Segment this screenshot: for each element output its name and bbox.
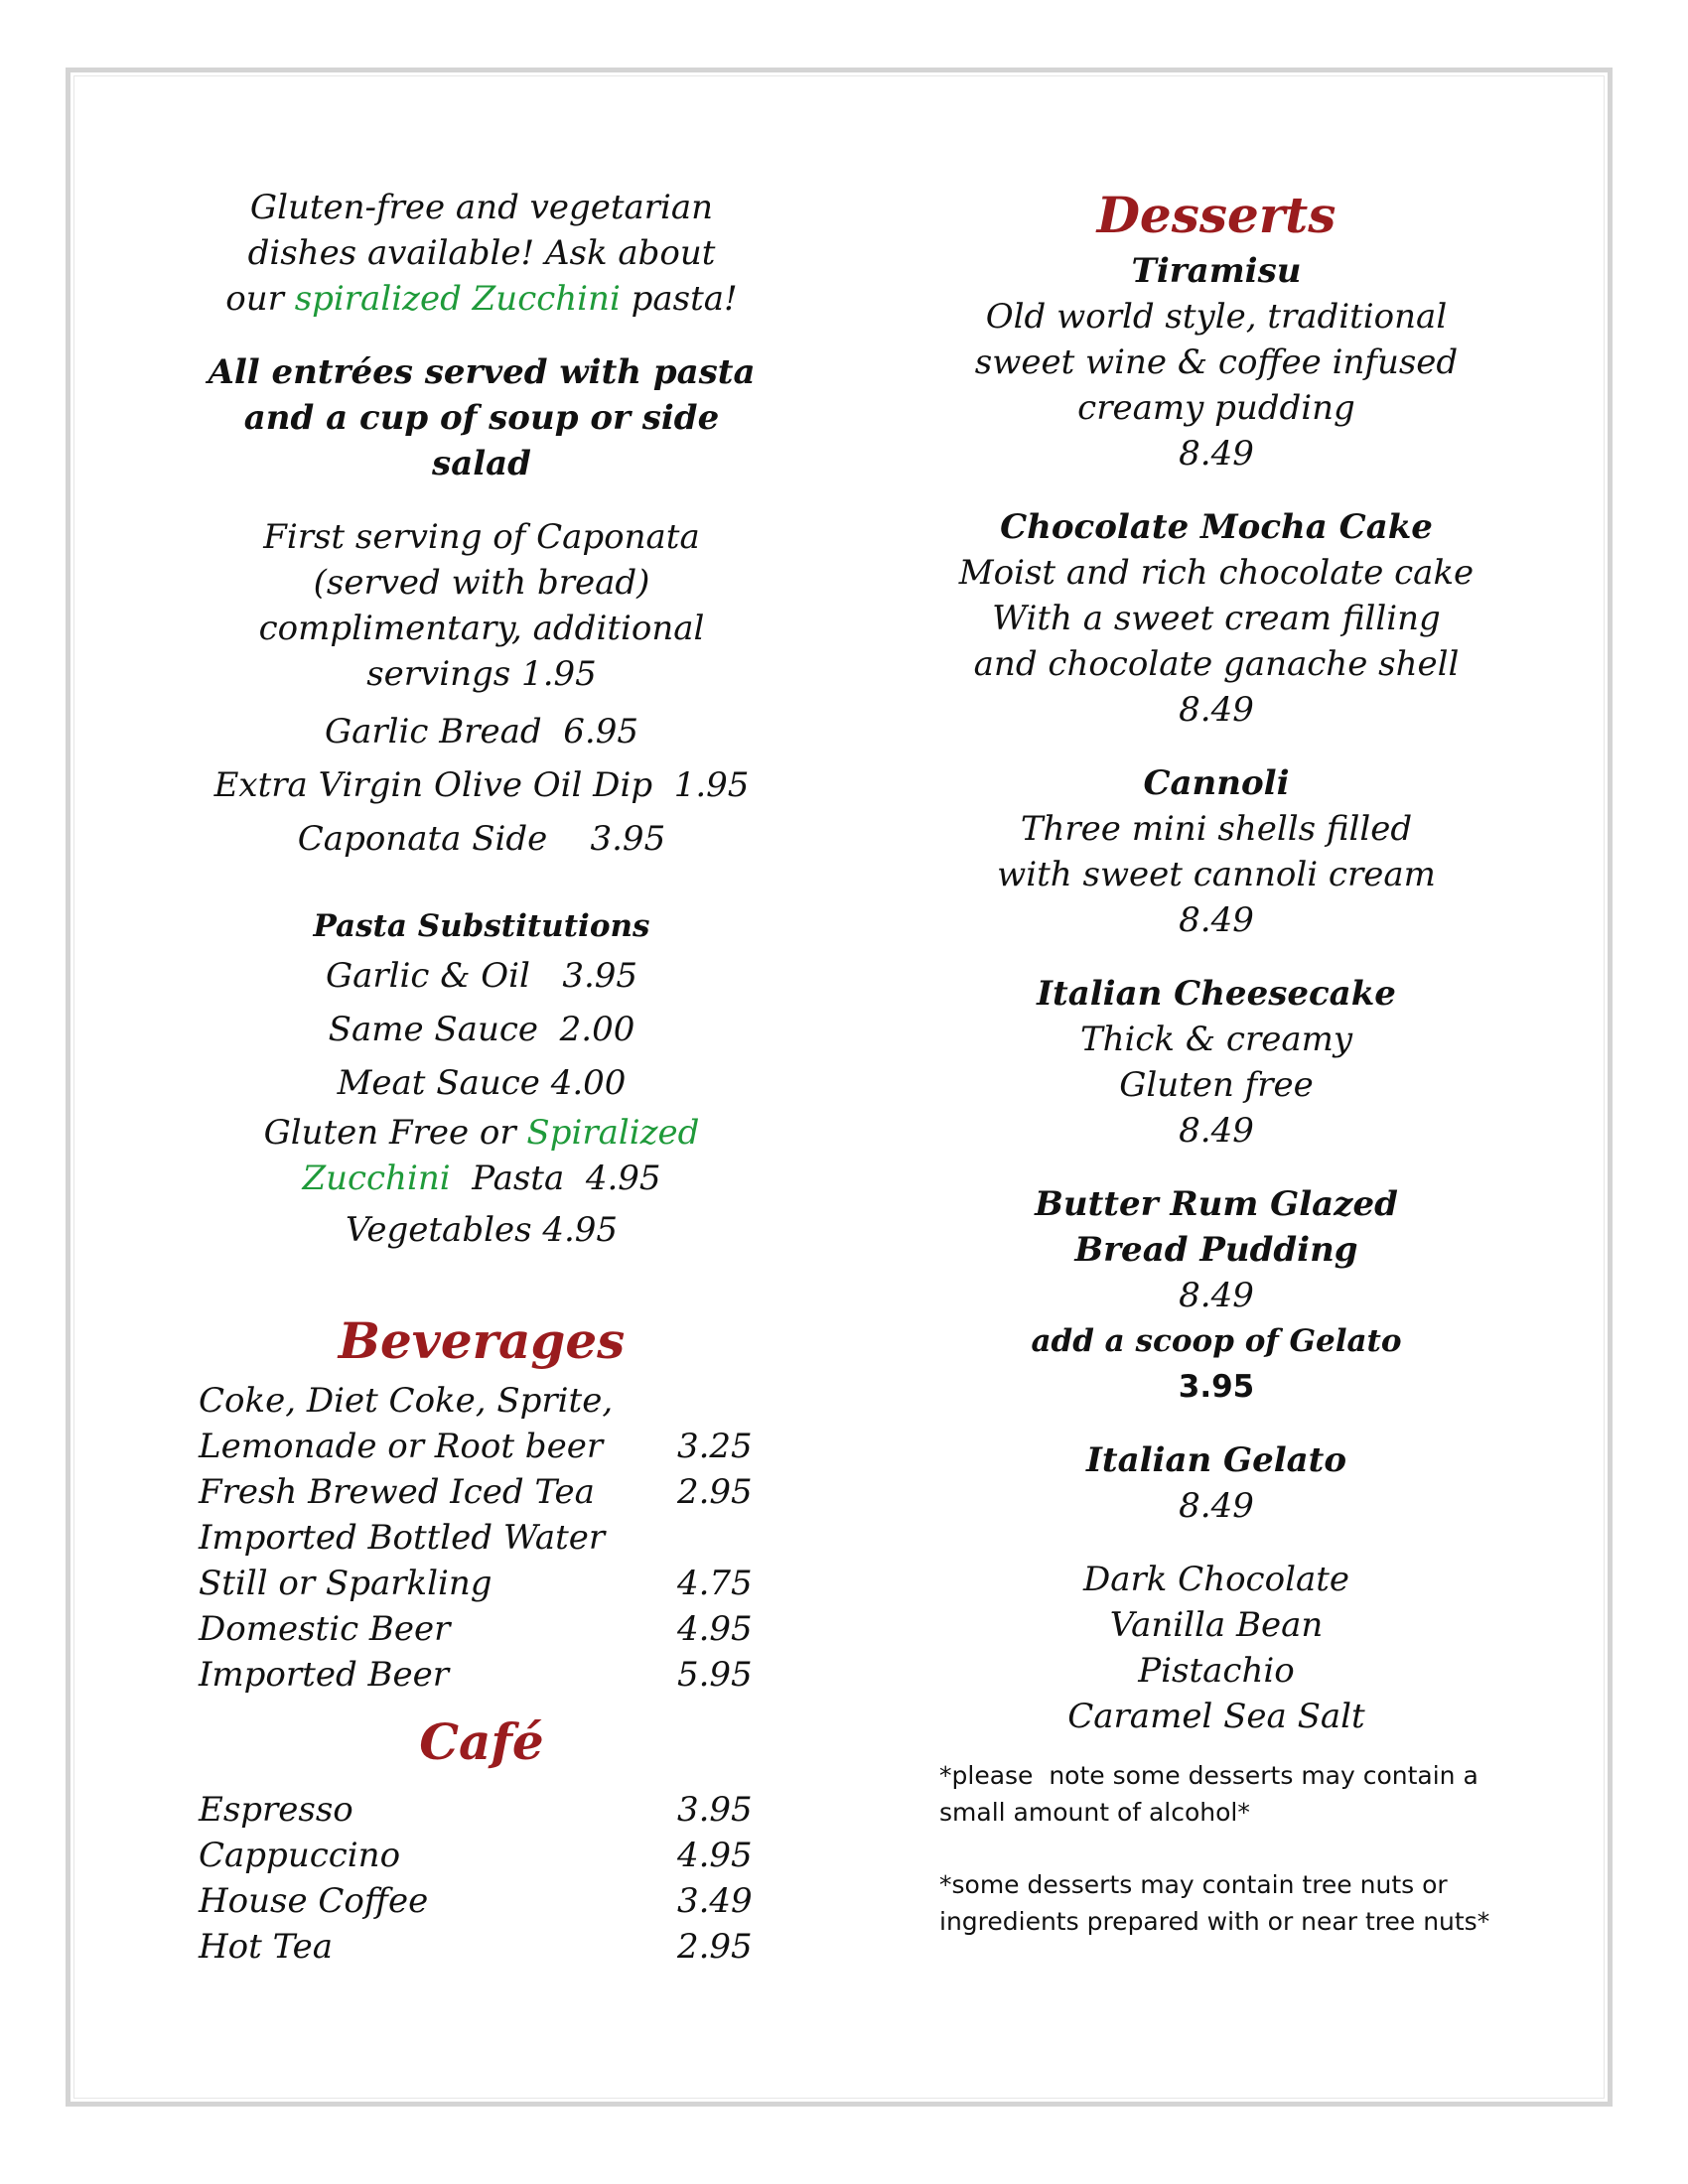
- gelato-flavor: Pistachio: [1138, 1651, 1295, 1691]
- dessert-cheesecake: [923, 971, 1509, 1154]
- dessert-desc: Thick & creamy: [1079, 1020, 1353, 1059]
- gf-line: [169, 1110, 794, 1156]
- beverages-title: Beverages: [338, 1311, 626, 1370]
- dessert-name: Tiramisu: [1131, 251, 1302, 291]
- dessert-desc: with sweet cannoli cream: [997, 855, 1436, 894]
- intro-line: [169, 276, 794, 322]
- intro-text-part: pasta!: [620, 279, 738, 319]
- pasta-sub-item: Meat Sauce 4.00: [337, 1063, 627, 1103]
- pasta-sub-item: Vegetables 4.95: [345, 1210, 619, 1250]
- dessert-desc: Moist and rich chocolate cake: [958, 553, 1475, 593]
- gf-text-part: Gluten Free or: [263, 1113, 527, 1153]
- pasta-subs-title: Pasta Substitutions: [313, 908, 650, 944]
- beverage-name: Lemonade or Root beer: [199, 1427, 604, 1466]
- dessert-price: 8.49: [1179, 434, 1254, 474]
- beverage-name: Fresh Brewed Iced Tea: [199, 1472, 595, 1512]
- entrees-note: [169, 349, 794, 486]
- beverage-price: 5.95: [676, 1655, 753, 1695]
- sides-list: [169, 705, 794, 866]
- beverage-row: [199, 1424, 794, 1469]
- dessert-desc: Gluten free: [1119, 1065, 1314, 1105]
- left-column: [169, 181, 794, 1970]
- dessert-mocha-cake: [923, 504, 1509, 733]
- cafe-row: [199, 1787, 794, 1833]
- note-line: ingredients prepared with or near tree nuts*: [939, 1907, 1490, 1936]
- intro-text-part: our: [225, 279, 295, 319]
- gf-line: [169, 1156, 794, 1201]
- gelato-addon-price: 3.95: [1178, 1369, 1255, 1405]
- beverage-row: [199, 1561, 794, 1606]
- side-item: Caponata Side 3.95: [297, 819, 666, 859]
- dessert-desc: Three mini shells filled: [1020, 809, 1413, 849]
- caponata-line: servings 1.95: [366, 654, 597, 694]
- gelato-flavor: Vanilla Bean: [1109, 1605, 1324, 1645]
- dessert-desc: Old world style, traditional: [985, 297, 1448, 337]
- dessert-name: Cannoli: [1143, 763, 1290, 803]
- intro-text: [169, 185, 794, 322]
- note-line: *some desserts may contain tree nuts or: [939, 1870, 1448, 1899]
- cafe-row: [199, 1924, 794, 1970]
- cafe-name: Espresso: [199, 1790, 353, 1830]
- gelato-addon: add a scoop of Gelato: [1031, 1323, 1402, 1359]
- dessert-desc: With a sweet cream filling: [992, 599, 1441, 638]
- gelato-flavor: Caramel Sea Salt: [1067, 1697, 1365, 1736]
- cafe-row: [199, 1878, 794, 1924]
- tree-nuts-note: [939, 1866, 1509, 1940]
- dessert-desc: and chocolate ganache shell: [973, 644, 1460, 684]
- beverage-name: Still or Sparkling: [199, 1564, 492, 1603]
- beverage-row: [199, 1652, 794, 1698]
- gf-text-part: Pasta 4.95: [450, 1159, 661, 1198]
- note-line: *please note some desserts may contain a: [939, 1761, 1478, 1790]
- beverage-row: [199, 1469, 794, 1515]
- beverages-list: [199, 1378, 794, 1698]
- cafe-name: House Coffee: [199, 1881, 429, 1921]
- spiralized-highlight: Spiralized: [526, 1113, 700, 1153]
- cafe-price: 2.95: [676, 1927, 753, 1967]
- caponata-info: [169, 514, 794, 697]
- dessert-price: 8.49: [1179, 900, 1254, 940]
- cafe-price: 3.49: [676, 1881, 753, 1921]
- caponata-line: (served with bread): [313, 563, 650, 603]
- gelato-flavor: Dark Chocolate: [1082, 1560, 1349, 1599]
- entrees-note-line: All entrées served with pasta: [208, 352, 756, 392]
- alcohol-note: [939, 1757, 1509, 1831]
- caponata-line: First serving of Caponata: [263, 517, 700, 557]
- beverage-row: [199, 1515, 794, 1561]
- dessert-price: 8.49: [1179, 1276, 1254, 1315]
- side-item: Garlic Bread 6.95: [325, 712, 638, 751]
- beverage-price: [677, 1515, 794, 1561]
- entrees-note-line: and a cup of soup or side: [243, 398, 720, 438]
- pasta-subs-list: [169, 949, 794, 1110]
- note-line: small amount of alcohol*: [939, 1798, 1250, 1827]
- beverage-price: 2.95: [676, 1472, 753, 1512]
- gluten-free-option: [169, 1110, 794, 1201]
- dessert-cannoli: [923, 760, 1509, 943]
- beverage-row: [199, 1606, 794, 1652]
- dessert-name: Italian Cheesecake: [1037, 974, 1396, 1014]
- beverage-price: 3.25: [676, 1427, 753, 1466]
- desserts-title: Desserts: [1096, 186, 1336, 244]
- cafe-price: 4.95: [676, 1836, 753, 1875]
- dessert-bread-pudding: [923, 1181, 1509, 1410]
- pasta-sub-item: Garlic & Oil 3.95: [325, 956, 638, 996]
- beverage-name: Coke, Diet Coke, Sprite,: [199, 1381, 614, 1421]
- caponata-line: complimentary, additional: [258, 609, 705, 648]
- dessert-name: Butter Rum Glazed: [1035, 1184, 1398, 1224]
- cafe-name: Hot Tea: [199, 1927, 334, 1967]
- cafe-row: [199, 1833, 794, 1878]
- dessert-name: Bread Pudding: [1074, 1230, 1358, 1270]
- dessert-tiramisu: [923, 248, 1509, 477]
- cafe-title: Café: [419, 1712, 544, 1771]
- beverage-price: 4.75: [676, 1564, 753, 1603]
- intro-line: dishes available! Ask about: [247, 233, 716, 273]
- entrees-note-line: salad: [432, 444, 531, 483]
- beverage-name: Imported Bottled Water: [199, 1518, 606, 1558]
- beverage-row: [199, 1378, 794, 1424]
- dessert-price: 8.49: [1179, 1486, 1254, 1526]
- dessert-desc: creamy pudding: [1077, 388, 1355, 428]
- dessert-price: 8.49: [1179, 690, 1254, 730]
- dessert-gelato: [923, 1437, 1509, 1739]
- zucchini-highlight: spiralized Zucchini: [294, 279, 621, 319]
- pasta-sub-item: Same Sauce 2.00: [328, 1010, 635, 1049]
- dessert-name: Italian Gelato: [1085, 1440, 1347, 1480]
- beverage-price: [677, 1378, 794, 1424]
- zucchini-highlight: Zucchini: [302, 1159, 451, 1198]
- side-item: Extra Virgin Olive Oil Dip 1.95: [213, 765, 750, 805]
- beverage-name: Imported Beer: [199, 1655, 449, 1695]
- dessert-desc: sweet wine & coffee infused: [974, 342, 1459, 382]
- cafe-price: 3.95: [676, 1790, 753, 1830]
- beverage-name: Domestic Beer: [199, 1609, 451, 1649]
- dessert-price: 8.49: [1179, 1111, 1254, 1151]
- dessert-name: Chocolate Mocha Cake: [1000, 507, 1433, 547]
- cafe-list: [199, 1787, 794, 1970]
- right-column: [923, 181, 1509, 1940]
- cafe-name: Cappuccino: [199, 1836, 401, 1875]
- intro-line: Gluten-free and vegetarian: [249, 188, 714, 227]
- beverage-price: 4.95: [676, 1609, 753, 1649]
